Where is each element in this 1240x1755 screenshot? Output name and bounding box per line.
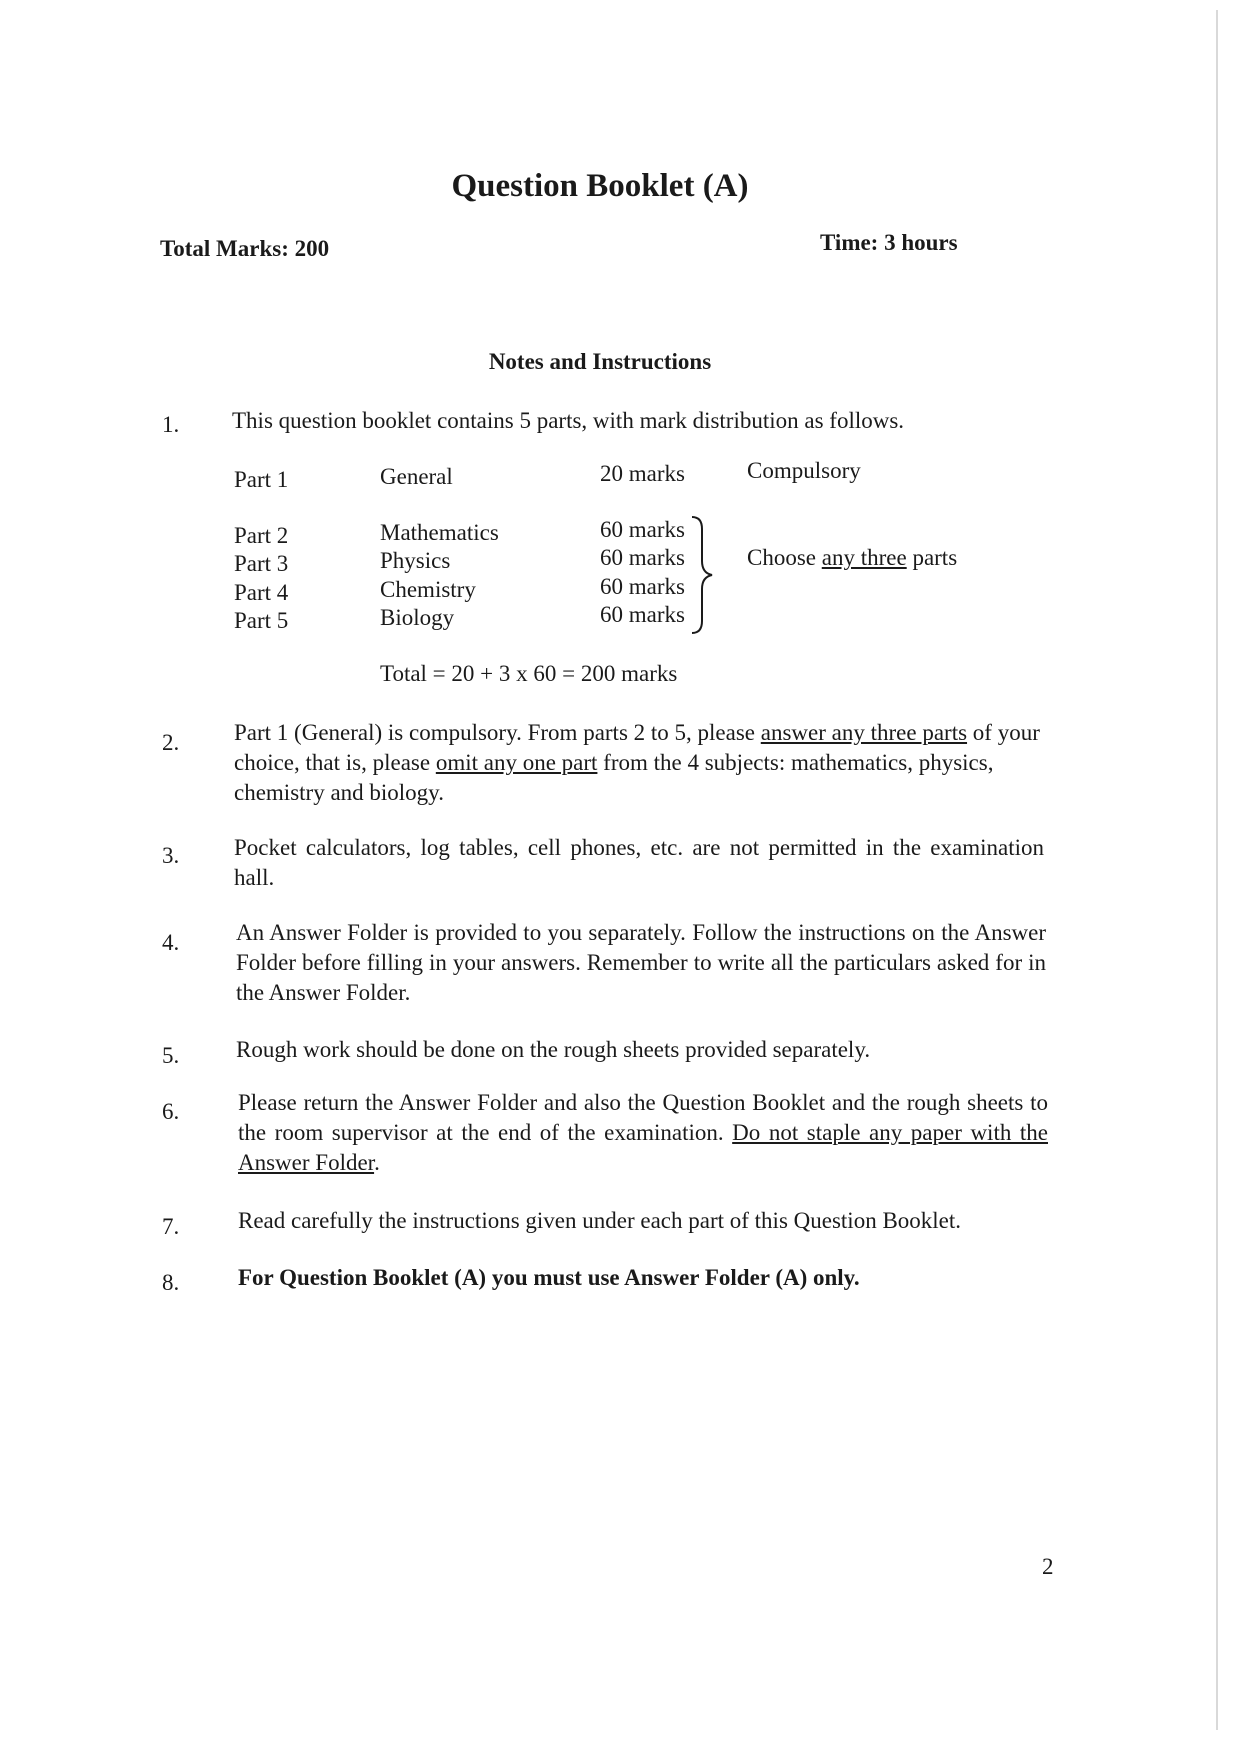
item-text-underlined: answer any three parts [760, 720, 968, 745]
dist-marks: 20 marks [600, 461, 685, 486]
item-text: For Question Booklet (A) you must use Answer Folder (A) only. [238, 1265, 860, 1290]
curly-brace-icon [688, 515, 718, 635]
item-number: 4. [162, 930, 180, 955]
dist-subject: Physics [380, 548, 451, 573]
page-edge-shadow [1216, 10, 1218, 1730]
item-number: 7. [162, 1214, 180, 1239]
dist-marks: 60 marks [600, 574, 685, 599]
dist-marks: 60 marks [600, 545, 685, 570]
dist-subject: Mathematics [380, 520, 499, 545]
dist-part: Part 2 [234, 523, 289, 548]
item-text-part: Please return the Answer Folder and also the Question Booklet and the rough sheets to the room supervisor at the end of the examination. [238, 1090, 1048, 1145]
dist-subject: General [380, 464, 453, 489]
item-text-part: from the 4 subjects: mathematics, physics, chemistry and biology. [234, 750, 994, 805]
dist-part: Part 5 [234, 608, 289, 633]
item-number: 5. [162, 1043, 180, 1068]
item-text: Pocket calculators, log tables, cell phones, etc. are not permitted in the examination hall. [234, 835, 1044, 890]
item-text-part: . [374, 1150, 380, 1175]
time-limit: Time: 3 hours [820, 230, 958, 255]
dist-total-line: Total = 20 + 3 x 60 = 200 marks [380, 661, 678, 686]
dist-part: Part 3 [234, 551, 289, 576]
item-number: 8. [162, 1270, 180, 1295]
choose-underline: any three [821, 545, 907, 570]
item-text-part: of your choice, that is, please [234, 720, 1040, 775]
item-text [238, 1088, 1048, 1178]
dist-marks: 60 marks [600, 602, 685, 627]
choose-prefix: Choose [747, 545, 822, 570]
page-number: 2 [1042, 1554, 1054, 1579]
item-number: 2. [162, 730, 180, 755]
item-number: 3. [162, 843, 180, 868]
item-text-underlined: omit any one part [435, 750, 598, 775]
item-text: Rough work should be done on the rough sheets provided separately. [236, 1037, 871, 1062]
item-text: An Answer Folder is provided to you separately. Follow the instructions on the Answer Folder before filling in your answers. Remember to write all the particulars asked for in the Answer Folder. [236, 920, 1046, 1005]
item-number: 6. [162, 1099, 180, 1124]
choose-suffix: parts [906, 545, 958, 570]
item-text-part: Part 1 (General) is compulsory. From parts 2 to 5, please [234, 720, 761, 745]
dist-part: Part 1 [234, 467, 289, 492]
item-text: This question booklet contains 5 parts, with mark distribution as follows. [232, 408, 905, 433]
dist-subject: Biology [380, 605, 455, 630]
dist-compulsory-note: Compulsory [747, 458, 861, 483]
dist-choose-note [747, 545, 957, 571]
dist-subject: Chemistry [380, 577, 476, 602]
item-text: Read carefully the instructions given under each part of this Question Booklet. [238, 1208, 962, 1233]
item-text-underlined: Do not staple any paper with the Answer Folder [238, 1120, 1048, 1175]
item-text [234, 718, 1044, 808]
page-title: Question Booklet (A) [451, 168, 749, 204]
dist-part: Part 4 [234, 580, 289, 605]
dist-marks: 60 marks [600, 517, 685, 542]
notes-heading: Notes and Instructions [488, 349, 712, 374]
item-number: 1. [162, 412, 180, 437]
total-marks: Total Marks: 200 [160, 236, 330, 261]
